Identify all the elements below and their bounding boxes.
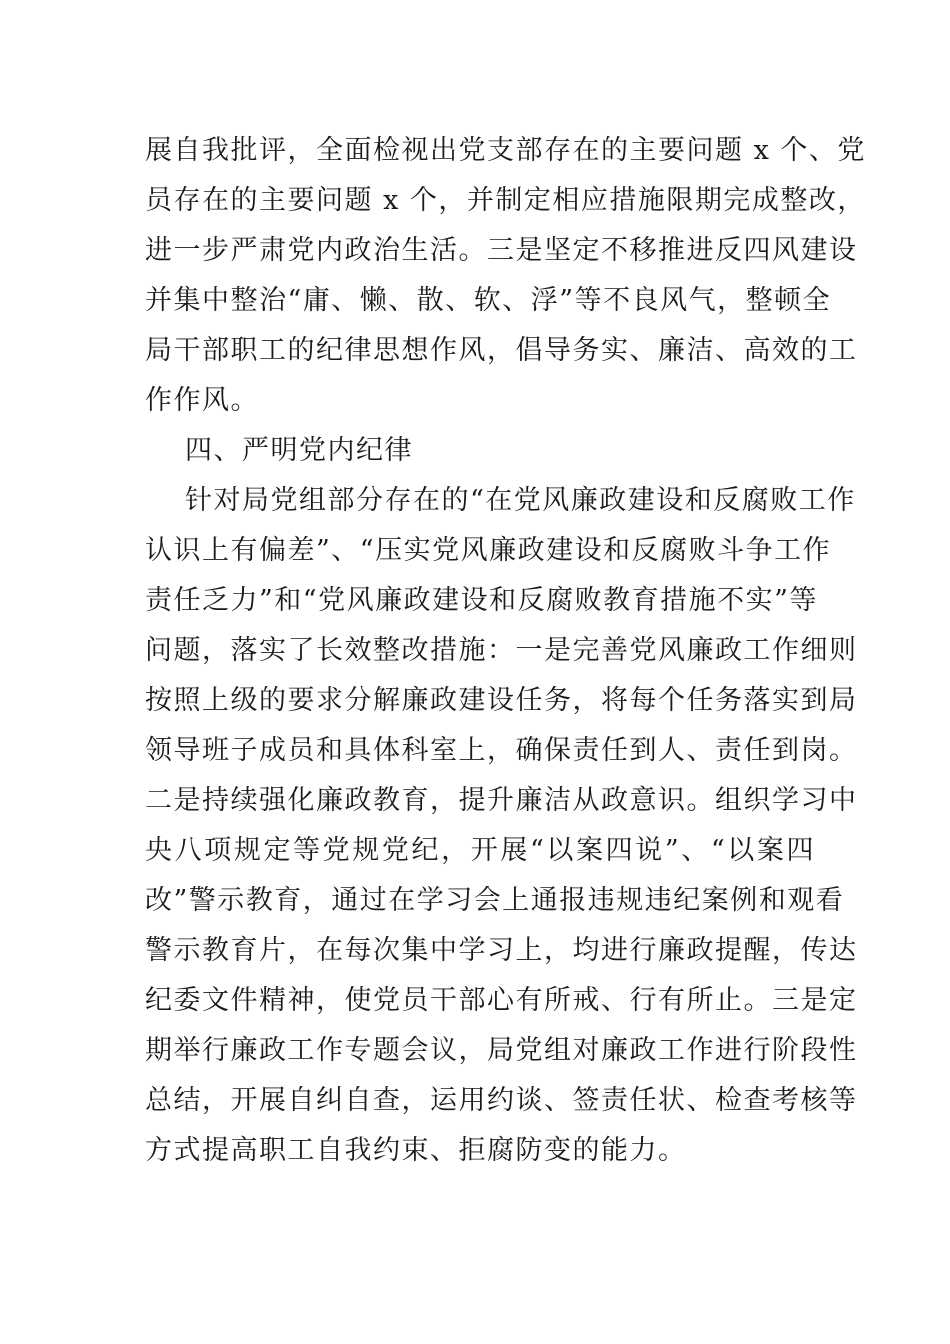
- text-line: 责任乏力”和“党风廉政建设和反腐败教育措施不实”等: [145, 585, 818, 616]
- text-line: 领导班子成员和具体科室上，确保责任到人、责任到岗。: [145, 735, 858, 766]
- text-line: 并集中整治“庸、懒、散、软、浮”等不良风气，整顿全: [145, 285, 832, 316]
- text-line: 作作风。: [145, 385, 259, 416]
- text-line: 员存在的主要问题 x 个，并制定相应措施限期完成整改，: [145, 185, 866, 216]
- text-line: 总结，开展自纠自查，运用约谈、签责任状、检查考核等: [145, 1085, 858, 1116]
- text-line: 央八项规定等党规党纪，开展“以案四说”、“以案四: [145, 835, 815, 866]
- text-line: 问题，落实了长效整改措施：一是完善党风廉政工作细则: [145, 635, 858, 666]
- text-line: 改”警示教育，通过在学习会上通报违规违纪案例和观看: [145, 885, 845, 916]
- text-line: 进一步严肃党内政治生活。三是坚定不移推进反四风建设: [145, 235, 858, 266]
- text-line: 展自我批评，全面检视出党支部存在的主要问题 x 个、党: [145, 135, 866, 166]
- text-line: 二是持续强化廉政教育，提升廉洁从政意识。组织学习中: [145, 785, 858, 816]
- text-line: 方式提高职工自我约束、拒腐防变的能力。: [145, 1135, 687, 1166]
- text-line: 针对局党组部分存在的“在党风廉政建设和反腐败工作: [185, 485, 856, 516]
- text-line: 按照上级的要求分解廉政建设任务，将每个任务落实到局: [145, 685, 858, 716]
- section-heading: 四、严明党内纪律: [185, 435, 413, 466]
- text-line: 警示教育片，在每次集中学习上，均进行廉政提醒，传达: [145, 935, 858, 966]
- text-line: 期举行廉政工作专题会议，局党组对廉政工作进行阶段性: [145, 1035, 858, 1066]
- text-line: 认识上有偏差”、“压实党风廉政建设和反腐败斗争工作: [145, 535, 832, 566]
- text-line: 局干部职工的纪律思想作风，倡导务实、廉洁、高效的工: [145, 335, 858, 366]
- text-line: 纪委文件精神，使党员干部心有所戒、行有所止。三是定: [145, 985, 858, 1016]
